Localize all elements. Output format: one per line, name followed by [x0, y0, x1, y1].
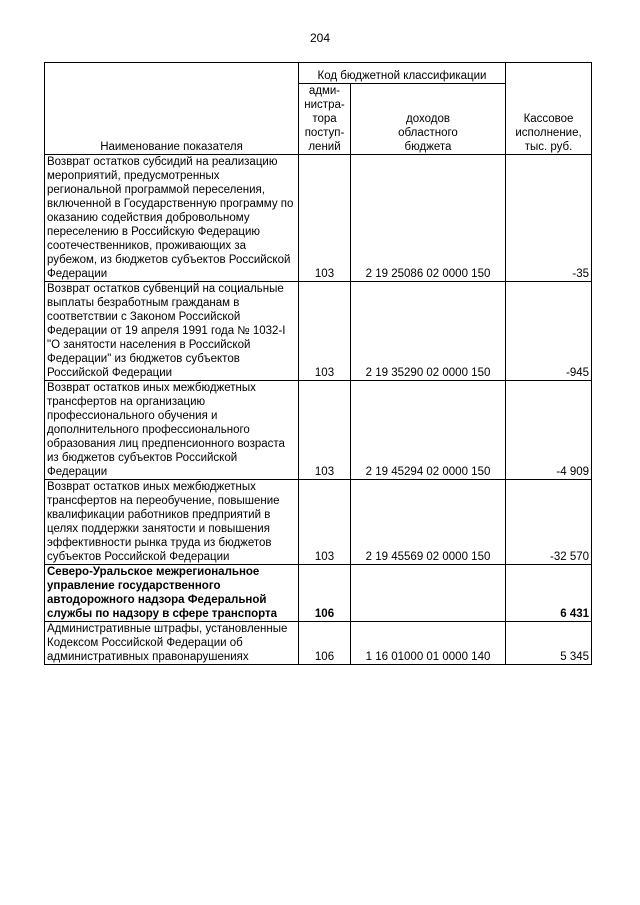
- page-number: 204: [309, 31, 331, 45]
- row-indicator-name: Северо-Уральское межрегиональное управление государственного автодорожного надзора Федеральной службы по надзору в сфере транспорта: [45, 565, 299, 622]
- row-revenue-code: 1 16 01000 01 0000 140: [351, 622, 506, 665]
- row-indicator-name: Возврат остатков иных межбюджетных трансфертов на переобучение, повышение квалификации работников предприятий в целях поддержки занятости и повышения эффективности рынка труда из бюджетов субъектов Российской Федерации: [45, 480, 299, 565]
- header-indicator-name: Наименование показателя: [45, 63, 299, 155]
- row-indicator-name: Возврат остатков субсидий на реализацию мероприятий, предусмотренных региональной программой переселения, включенной в Государственную программу по оказанию содействия добровольному переселению в Российскую Федерацию соотечественников, проживающих за рубежом, из бюджетов субъектов Российской Федерации: [45, 155, 299, 282]
- row-admin-code: 103: [299, 480, 351, 565]
- row-amount: -32 570: [506, 480, 592, 565]
- header-revenue-administrator: адми- нистра- тора поступ- лений: [299, 84, 351, 155]
- header-row-1: [45, 63, 592, 84]
- row-amount: 6 431: [506, 565, 592, 622]
- row-admin-code: 103: [299, 155, 351, 282]
- row-amount: -945: [506, 282, 592, 381]
- header-budget-code-group: Код бюджетной классификации: [299, 63, 506, 84]
- row-amount: 5 345: [506, 622, 592, 665]
- row-revenue-code: 2 19 45569 02 0000 150: [351, 480, 506, 565]
- table-row: [45, 155, 592, 282]
- table-row-section-total: [45, 565, 592, 622]
- row-revenue-code: [351, 565, 506, 622]
- row-revenue-code: 2 19 35290 02 0000 150: [351, 282, 506, 381]
- row-revenue-code: 2 19 25086 02 0000 150: [351, 155, 506, 282]
- header-cash-execution: Кассовое исполнение, тыс. руб.: [506, 63, 592, 155]
- table-row: [45, 282, 592, 381]
- row-admin-code: 103: [299, 381, 351, 480]
- row-indicator-name: Административные штрафы, установленные Кодексом Российской Федерации об административных правонарушениях: [45, 622, 299, 665]
- row-admin-code: 106: [299, 622, 351, 665]
- row-revenue-code: 2 19 45294 02 0000 150: [351, 381, 506, 480]
- row-amount: -35: [506, 155, 592, 282]
- table-row: [45, 381, 592, 480]
- header-regional-budget-revenue: доходов областного бюджета: [351, 84, 506, 155]
- row-indicator-name: Возврат остатков иных межбюджетных трансфертов на организацию профессионального обучения и дополнительного профессионального образования лиц предпенсионного возраста из бюджетов субъектов Российской Федерации: [45, 381, 299, 480]
- table-row: [45, 622, 592, 665]
- table-row: [45, 480, 592, 565]
- row-amount: -4 909: [506, 381, 592, 480]
- row-admin-code: 106: [299, 565, 351, 622]
- row-indicator-name: Возврат остатков субвенций на социальные выплаты безработным гражданам в соответствии с Законом Российской Федерации от 19 апреля 1991 года № 1032-I "О занятости населения в Российской Федерации" из бюджетов субъектов Российской Федерации: [45, 282, 299, 381]
- row-admin-code: 103: [299, 282, 351, 381]
- budget-table: [44, 62, 592, 665]
